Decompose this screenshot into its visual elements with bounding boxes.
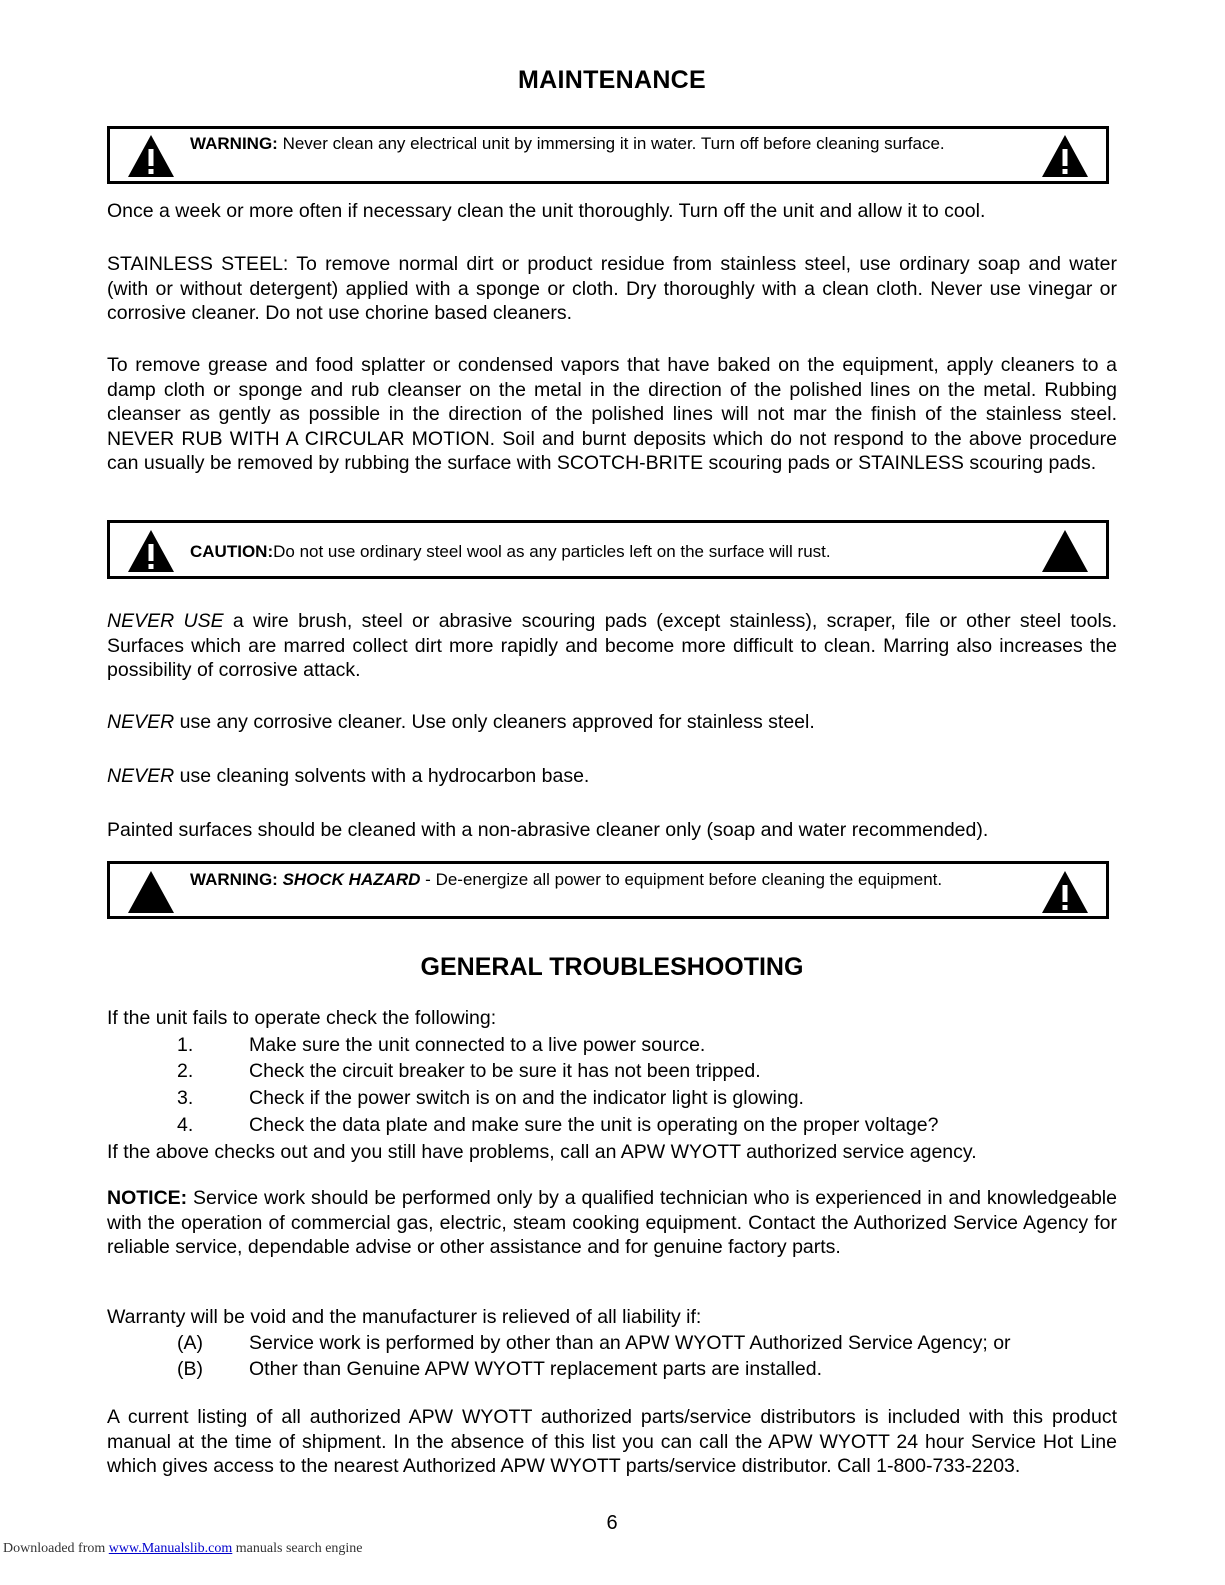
paragraph-painted-surfaces: Painted surfaces should be cleaned with a non-abrasive cleaner only (soap and water recommended). xyxy=(107,819,989,841)
warning-text xyxy=(190,132,1026,156)
warning-triangle-icon xyxy=(1040,133,1090,179)
solid-triangle-icon xyxy=(1040,528,1090,574)
warning-dash: - xyxy=(420,870,436,889)
paragraph-grease-removal: To remove grease and food splatter or condensed vapors that have baked on the equipment, apply cleaners to a damp cloth or sponge and rub cleanser on the metal in the direction of the polished lines on the metal. Rubbing cleanser as gently as possible in the direction of the polished lines will not mar the finish of the stainless steel. NEVER RUB WITH A CIRCULAR MOTION. Soil and burnt deposits which do not respond to the above procedure can usually be removed by rubbing the surface with SCOTCH-BRITE scouring pads or STAINLESS scouring pads. xyxy=(107,354,1117,474)
list-number: (A) xyxy=(177,1332,203,1354)
never-use-lead: NEVER USE xyxy=(107,610,224,632)
manualslib-link[interactable]: www.Manualslib.com xyxy=(108,1541,233,1556)
warning-triangle-icon xyxy=(1040,869,1090,915)
list-number: 3. xyxy=(177,1087,194,1109)
list-number: 4. xyxy=(177,1114,194,1136)
warning-triangle-icon xyxy=(126,528,176,574)
footer-prefix: Downloaded from xyxy=(3,1541,109,1556)
notice-paragraph xyxy=(107,1186,1117,1260)
paragraph-service-listing: A current listing of all authorized APW WYOTT authorized parts/service distributors is included with this product manual at the time of shipment. In the absence of this list you can call the APW WYOTT 24 hour Service Hot Line which gives access to the nearest Authorized APW WYOTT parts/service distributor. Call 1-800-733-2203. xyxy=(107,1406,1117,1477)
list-number: 1. xyxy=(177,1034,194,1056)
list-number: (B) xyxy=(177,1358,203,1380)
paragraph-never-use xyxy=(107,609,1117,683)
troubleshooting-intro: If the unit fails to operate check the following: xyxy=(107,1007,497,1029)
warning-box-immersion xyxy=(107,126,1109,184)
paragraph-weekly-cleaning: Once a week or more often if necessary clean the unit thoroughly. Turn off the unit and allow it to cool. xyxy=(107,200,986,222)
list-text: Check if the power switch is on and the indicator light is glowing. xyxy=(249,1087,804,1109)
never-text: use any corrosive cleaner. Use only cleaners approved for stainless steel. xyxy=(174,711,815,733)
warning-label: WARNING: xyxy=(190,134,278,153)
section-title-troubleshooting: GENERAL TROUBLESHOOTING xyxy=(420,953,804,981)
footer-suffix: manuals search engine xyxy=(232,1541,363,1556)
warranty-intro: Warranty will be void and the manufacturer is relieved of all liability if: xyxy=(107,1306,702,1328)
never-lead: NEVER xyxy=(107,711,175,733)
caution-text xyxy=(190,540,1026,564)
notice-text: Service work should be performed only by a qualified technician who is experienced in and knowledgeable with the operation of commercial gas, electric, steam cooking equipment. Contact the Authorized Service Agency for reliable service, dependable advise or other assistance and for genuine factory parts. xyxy=(107,1187,1117,1258)
warning-triangle-icon xyxy=(126,133,176,179)
warning-text xyxy=(190,869,1026,891)
paragraph-never-solvents xyxy=(107,764,1117,789)
never-lead: NEVER xyxy=(107,765,175,787)
list-text: Check the data plate and make sure the unit is operating on the proper voltage? xyxy=(249,1114,939,1136)
caution-message: Do not use ordinary steel wool as any particles left on the surface will rust. xyxy=(273,542,831,561)
caution-label: CAUTION: xyxy=(190,542,274,561)
paragraph-stainless-steel: STAINLESS STEEL: To remove normal dirt or product residue from stainless steel, use ordinary soap and water (with or without detergent) applied with a sponge or cloth. Dry thoroughly with a clean cloth. Never use vinegar or corrosive cleaner. Do not use chorine based cleaners. xyxy=(107,253,1117,324)
troubleshooting-followup: If the above checks out and you still have problems, call an APW WYOTT authorized service agency. xyxy=(107,1141,977,1163)
page-title: MAINTENANCE xyxy=(517,66,707,94)
list-number: 2. xyxy=(177,1060,194,1082)
never-use-text: a wire brush, steel or abrasive scouring pads (except stainless), scraper, file or other steel tools. Surfaces which are marred collect dirt more rapidly and become more difficult to clean. Marring also increases the possibility of corrosive attack. xyxy=(107,610,1117,681)
warning-box-shock-hazard xyxy=(107,861,1109,919)
list-text: Service work is performed by other than an APW WYOTT Authorized Service Agency; or xyxy=(249,1332,1011,1354)
warning-message: De-energize all power to equipment before cleaning the equipment. xyxy=(435,870,943,889)
download-footer xyxy=(3,1541,363,1557)
notice-label: NOTICE: xyxy=(107,1187,188,1209)
warning-label: WARNING: xyxy=(190,870,278,889)
paragraph-never-corrosive xyxy=(107,710,1117,735)
solid-triangle-icon xyxy=(126,869,176,915)
caution-box xyxy=(107,520,1109,579)
list-text: Other than Genuine APW WYOTT replacement parts are installed. xyxy=(249,1358,822,1380)
list-text: Check the circuit breaker to be sure it has not been tripped. xyxy=(249,1060,761,1082)
never-text: use cleaning solvents with a hydrocarbon base. xyxy=(174,765,590,787)
shock-hazard-label: SHOCK HAZARD xyxy=(282,870,421,889)
list-text: Make sure the unit connected to a live power source. xyxy=(249,1034,706,1056)
page-number: 6 xyxy=(606,1512,618,1534)
warning-message: Never clean any electrical unit by immersing it in water. Turn off before cleaning surface. xyxy=(282,134,945,153)
